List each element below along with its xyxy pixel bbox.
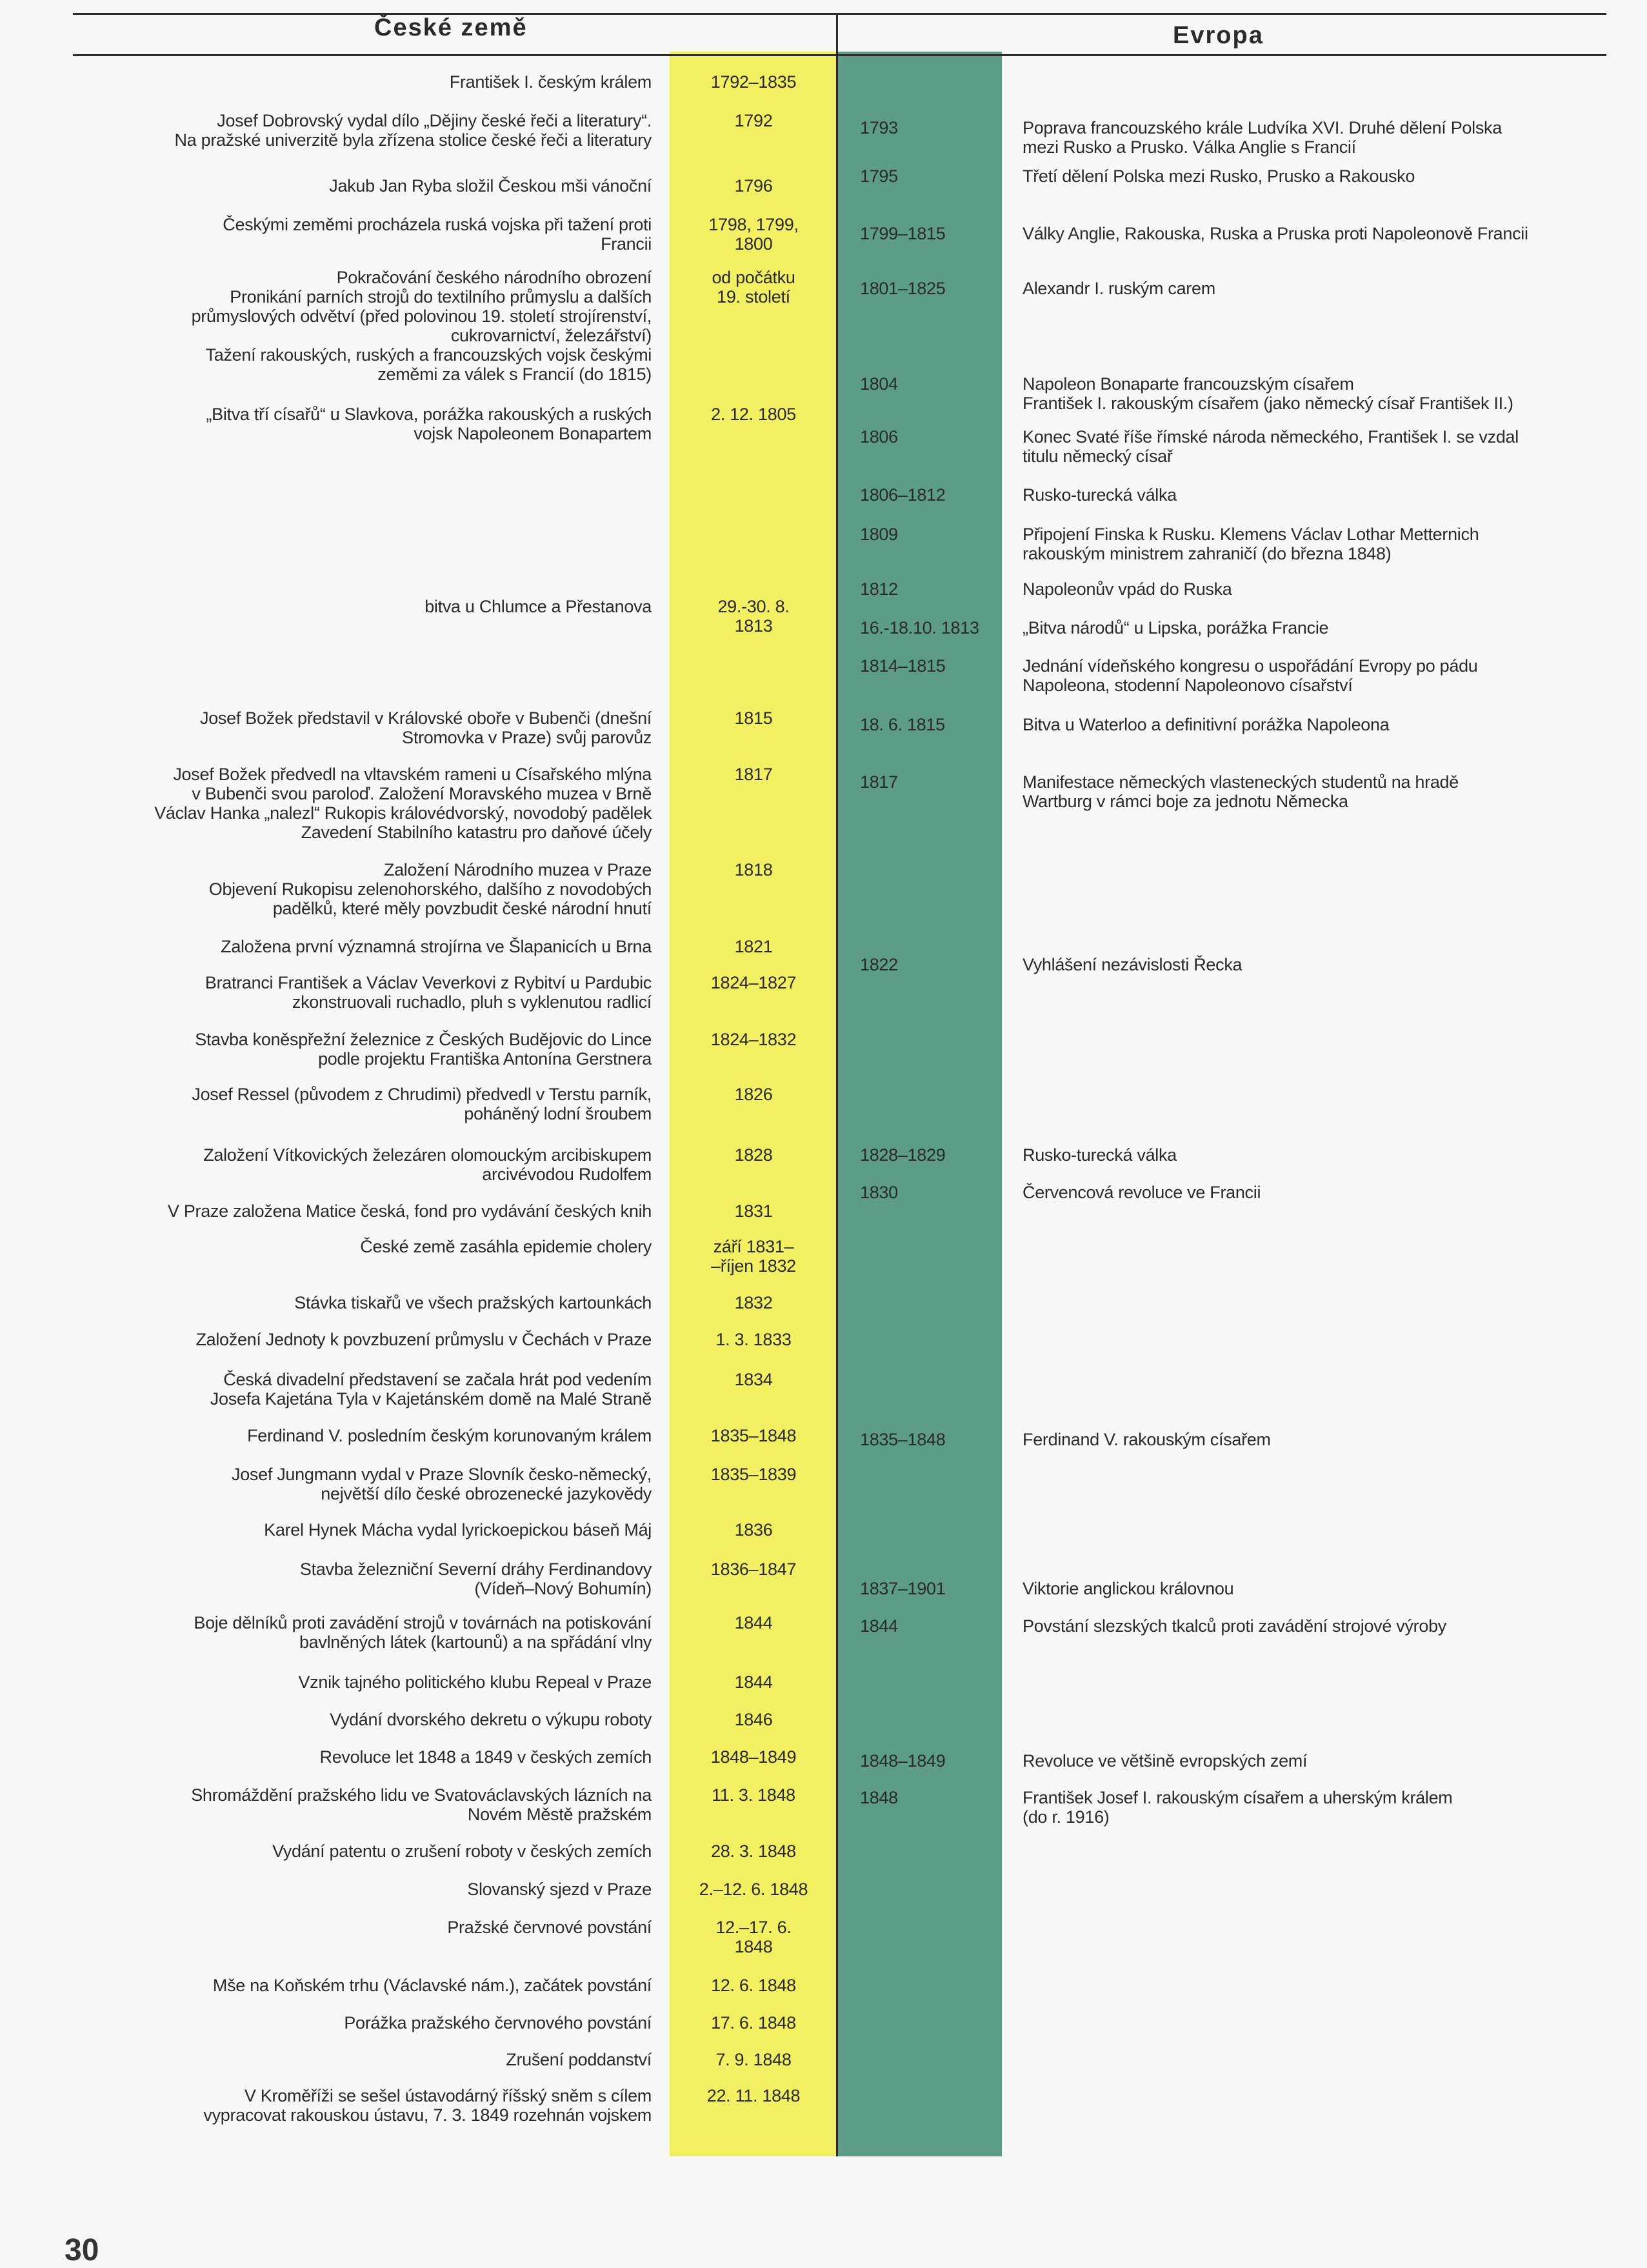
eu-event-text: Připojení Finska k Rusku. Klemens Václav Lothar Metternich rakouským ministrem zahraničí (do března 1848): [1023, 525, 1479, 563]
eu-event-date: 1793: [860, 118, 898, 137]
cz-event-text: Stávka tiskařů ve všech pražských kartounkách: [294, 1293, 652, 1312]
right-column-title: Evropa: [1173, 22, 1264, 49]
cz-event-text: Boje dělníků proti zavádění strojů v továrnách na potiskování bavlněných látek (kartounů) a na spřádání vlny: [194, 1613, 652, 1652]
eu-event-date: 1806–1812: [860, 485, 946, 505]
cz-event-date: 1798, 1799, 1800: [708, 215, 799, 254]
eu-event-text: Jednání vídeňského kongresu o uspořádání Evropy po pádu Napoleona, stodenní Napoleonovo císařství: [1023, 656, 1478, 695]
cz-event-text: Založení Vítkovických železáren olomouckým arcibiskupem arcivévodou Rudolfem: [203, 1145, 652, 1184]
cz-event-date: 1826: [734, 1085, 773, 1104]
cz-event-date: 12.–17. 6. 1848: [715, 1918, 792, 1956]
eu-event-text: Poprava francouzského krále Ludvíka XVI. Druhé dělení Polska mezi Rusko a Prusko. Válka Anglie s Francií: [1023, 118, 1502, 157]
eu-event-date: 1799–1815: [860, 224, 946, 243]
cz-event-date: 1835–1839: [710, 1465, 797, 1484]
eu-event-date: 1830: [860, 1183, 898, 1202]
eu-event-date: 1809: [860, 525, 898, 544]
cz-event-text: Jakub Jan Ryba složil Českou mši vánoční: [329, 176, 652, 196]
eu-event-date: 1848–1849: [860, 1751, 946, 1771]
cz-event-text: Založena první významná strojírna ve Šlapanicích u Brna: [221, 937, 652, 956]
eu-event-date: 1814–1815: [860, 656, 946, 676]
cz-event-text: Porážka pražského červnového povstání: [344, 2013, 652, 2032]
eu-event-date: 1804: [860, 374, 898, 394]
cz-event-date: 1. 3. 1833: [715, 1330, 792, 1349]
cz-event-text: Bratranci František a Václav Veverkovi z Rybitví u Pardubic zkonstruovali ruchadlo, pluh s vyklenutou radlicí: [205, 973, 652, 1012]
cz-event-text: Zrušení poddanství: [506, 2050, 652, 2069]
eu-event-date: 1817: [860, 772, 898, 792]
eu-event-text: Rusko-turecká válka: [1023, 1145, 1177, 1165]
cz-event-text: Založení Národního muzea v Praze Objevení Rukopisu zelenohorského, dalšího z novodobých padělků, které měly povzbudit české národní hnutí: [208, 860, 652, 918]
page-number: 30: [65, 2233, 99, 2267]
cz-event-text: Josef Božek představil v Královské oboře v Bubenči (dnešní Stromovka v Praze) svůj parovůz: [200, 708, 652, 747]
cz-event-text: „Bitva tří císařů“ u Slavkova, porážka rakouských a ruských vojsk Napoleonem Bonapartem: [206, 405, 652, 443]
cz-event-date: 1821: [734, 937, 773, 956]
cz-event-text: Stavba koněspřežní železnice z Českých Budějovic do Lince podle projektu Františka Antonína Gerstnera: [195, 1030, 652, 1069]
cz-event-text: Josef Dobrovský vydal dílo „Dějiny české řeči a literatury“. Na pražské univerzitě byla zřízena stolice české řeči a literatury: [174, 111, 652, 150]
eu-event-date: 16.-18.10. 1813: [860, 618, 979, 637]
cz-event-date: 1824–1827: [710, 973, 797, 992]
cz-event-text: České země zasáhla epidemie cholery: [360, 1237, 652, 1256]
cz-event-text: Pokračování českého národního obrození Pronikání parních strojů do textilního průmyslu a dalších průmyslových odvětví (před polovinou 19. století strojírenství, cukrovarnictví, železářství) Tažení rakouských, ruských a francouzských vojsk českými zeměmi za válek s Francií (do 1815): [191, 268, 652, 384]
cz-event-text: Založení Jednoty k povzbuzení průmyslu v Čechách v Praze: [195, 1330, 652, 1349]
eu-event-date: 1806: [860, 427, 898, 447]
cz-event-date: 1818: [734, 860, 773, 879]
cz-event-date: 28. 3. 1848: [711, 1841, 796, 1861]
yellow-date-band: [670, 52, 837, 2156]
eu-event-date: 1828–1829: [860, 1145, 946, 1165]
cz-event-text: bitva u Chlumce a Přestanova: [424, 597, 652, 616]
cz-event-date: 2. 12. 1805: [711, 405, 796, 424]
cz-event-text: Ferdinand V. posledním českým korunovaným králem: [247, 1426, 652, 1445]
cz-event-date: 1835–1848: [710, 1426, 797, 1445]
eu-event-text: Napoleonův vpád do Ruska: [1023, 579, 1232, 599]
eu-event-text: Vyhlášení nezávislosti Řecka: [1023, 955, 1243, 974]
left-column-title: České země: [374, 14, 528, 41]
cz-event-date: 1844: [734, 1613, 773, 1632]
eu-event-text: Manifestace německých vlasteneckých studentů na hradě Wartburg v rámci boje za jednotu Německa: [1023, 772, 1459, 811]
cz-event-text: Stavba železniční Severní dráhy Ferdinandovy (Vídeň–Nový Bohumín): [299, 1560, 652, 1598]
teal-date-band: [837, 52, 1002, 2156]
cz-event-date: 1836: [734, 1520, 773, 1540]
cz-event-text: Shromáždění pražského lidu ve Svatováclavských lázních na Novém Městě pražském: [191, 1785, 652, 1824]
cz-event-text: Slovanský sjezd v Praze: [467, 1880, 652, 1899]
cz-event-date: 1824–1832: [710, 1030, 797, 1049]
header-bottom-rule: [73, 54, 1606, 56]
cz-event-text: Karel Hynek Mácha vydal lyrickoepickou báseň Máj: [264, 1520, 652, 1540]
eu-event-text: Války Anglie, Rakouska, Ruska a Pruska proti Napoleonově Francii: [1023, 224, 1528, 243]
eu-event-text: Třetí dělení Polska mezi Rusko, Prusko a Rakousko: [1023, 166, 1415, 186]
cz-event-date: 1817: [734, 765, 773, 784]
cz-event-text: V Kroměříži se sešel ústavodárný říšský sněm s cílem vypracovat rakouskou ústavu, 7. 3. 1849 rozehnán vojskem: [203, 2086, 652, 2125]
eu-event-date: 1795: [860, 166, 898, 186]
cz-event-text: František I. českým králem: [449, 72, 652, 92]
cz-event-text: Českými zeměmi procházela ruská vojska při tažení proti Francii: [223, 215, 652, 254]
eu-event-date: 1822: [860, 955, 898, 974]
header-top-rule: [73, 13, 1606, 15]
cz-event-date: 1844: [734, 1672, 773, 1692]
cz-event-date: 1792: [734, 111, 773, 130]
cz-event-date: od počátku 19. století: [712, 268, 795, 306]
eu-event-text: František Josef I. rakouským císařem a uherským králem (do r. 1916): [1023, 1788, 1453, 1827]
cz-event-date: 1796: [734, 176, 773, 196]
cz-event-date: 1832: [734, 1293, 773, 1312]
cz-event-date: 1834: [734, 1370, 773, 1389]
eu-event-date: 1812: [860, 579, 898, 599]
eu-event-date: 1848: [860, 1788, 898, 1807]
cz-event-date: září 1831– –říjen 1832: [711, 1237, 796, 1276]
cz-event-date: 12. 6. 1848: [711, 1976, 796, 1995]
eu-event-text: Napoleon Bonaparte francouzským císařem František I. rakouským císařem (jako německý císař František II.): [1023, 374, 1513, 413]
cz-event-date: 1828: [734, 1145, 773, 1165]
cz-event-date: 7. 9. 1848: [715, 2050, 792, 2069]
cz-event-text: Revoluce let 1848 a 1849 v českých zemích: [319, 1747, 652, 1767]
cz-event-date: 22. 11. 1848: [706, 2086, 801, 2105]
cz-event-text: Josef Božek předvedl na vltavském rameni u Císařského mlýna v Bubenči svou paroloď. Založení Moravského muzea v Brně Václav Hanka „nalezl“ Rukopis královédvorský, novodobý padělek Zavedení Stabilního katastru pro daňové účely: [154, 765, 652, 842]
column-divider: [836, 13, 838, 2156]
eu-event-date: 18. 6. 1815: [860, 715, 945, 734]
cz-event-date: 1831: [734, 1201, 773, 1221]
cz-event-text: Josef Jungmann vydal v Praze Slovník česko-německý, největší dílo české obrozenecké jazykovědy: [232, 1465, 652, 1503]
cz-event-date: 1846: [734, 1710, 773, 1729]
cz-event-text: Vznik tajného politického klubu Repeal v Praze: [298, 1672, 652, 1692]
eu-event-text: Červencová revoluce ve Francii: [1023, 1183, 1261, 1202]
eu-event-text: Povstání slezských tkalců proti zavádění strojové výroby: [1023, 1616, 1447, 1636]
eu-event-text: Ferdinand V. rakouským císařem: [1023, 1430, 1271, 1449]
eu-event-text: Bitva u Waterloo a definitivní porážka Napoleona: [1023, 715, 1390, 734]
cz-event-date: 1815: [734, 708, 773, 728]
eu-event-date: 1844: [860, 1616, 898, 1636]
cz-event-date: 29.-30. 8. 1813: [717, 597, 790, 636]
cz-event-text: V Praze založena Matice česká, fond pro vydávání českých knih: [167, 1201, 652, 1221]
eu-event-text: Alexandr I. ruským carem: [1023, 279, 1215, 298]
eu-event-text: „Bitva národů“ u Lipska, porážka Francie: [1023, 618, 1329, 637]
cz-event-text: Vydání dvorského dekretu o výkupu roboty: [330, 1710, 652, 1729]
cz-event-text: Pražské červnové povstání: [447, 1918, 652, 1937]
eu-event-date: 1801–1825: [860, 279, 946, 298]
cz-event-date: 1792–1835: [710, 72, 797, 92]
cz-event-text: Josef Ressel (původem z Chrudimi) předvedl v Terstu parník, poháněný lodní šroubem: [192, 1085, 652, 1123]
eu-event-text: Revoluce ve většině evropských zemí: [1023, 1751, 1308, 1771]
cz-event-text: Česká divadelní představení se začala hrát pod vedením Josefa Kajetána Tyla v Kajetánském domě na Malé Straně: [210, 1370, 652, 1409]
eu-event-date: 1837–1901: [860, 1579, 946, 1598]
cz-event-text: Mše na Koňském trhu (Václavské nám.), začátek povstání: [212, 1976, 652, 1995]
eu-event-text: Viktorie anglickou královnou: [1023, 1579, 1234, 1598]
eu-event-date: 1835–1848: [860, 1430, 946, 1449]
eu-event-text: Konec Svaté říše římské národa německého, František I. se vzdal titulu německý císař: [1023, 427, 1519, 466]
cz-event-date: 2.–12. 6. 1848: [699, 1880, 808, 1899]
eu-event-text: Rusko-turecká válka: [1023, 485, 1177, 505]
cz-event-text: Vydání patentu o zrušení roboty v českých zemích: [272, 1841, 652, 1861]
cz-event-date: 11. 3. 1848: [712, 1785, 795, 1805]
cz-event-date: 17. 6. 1848: [711, 2013, 796, 2032]
cz-event-date: 1836–1847: [710, 1560, 797, 1579]
cz-event-date: 1848–1849: [710, 1747, 797, 1767]
